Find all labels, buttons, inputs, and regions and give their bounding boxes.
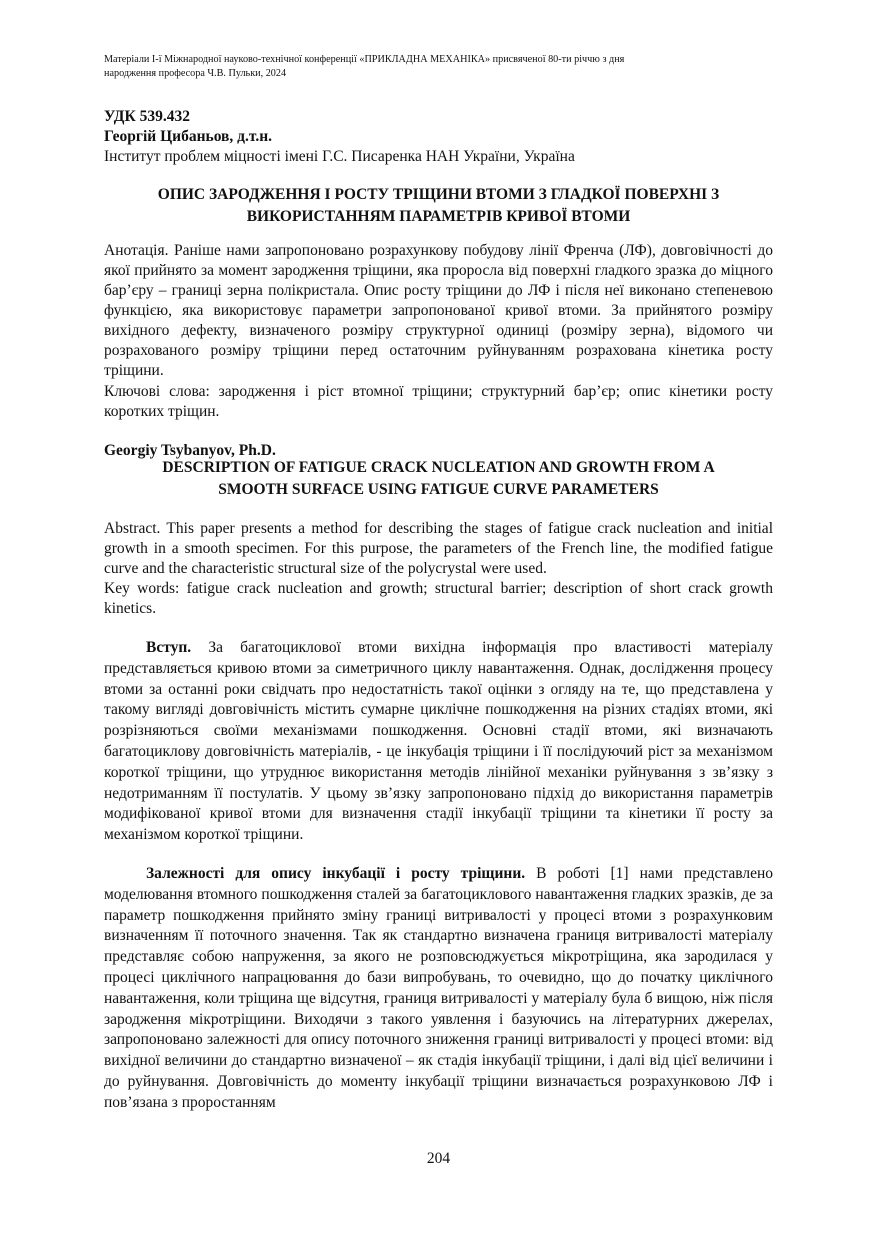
title-en-line-2: SMOOTH SURFACE USING FATIGUE CURVE PARAMETERS xyxy=(218,481,659,498)
dependencies-heading: Залежності для опису інкубації і росту тріщини. xyxy=(146,865,526,882)
author-ua: Георгій Цибаньов, д.т.н. xyxy=(104,128,273,145)
institute: Інститут проблем міцності імені Г.С. Писаренка НАН України, Україна xyxy=(104,148,575,165)
title-en-line-1: DESCRIPTION OF FATIGUE CRACK NUCLEATION AND GROWTH FROM A xyxy=(162,459,715,476)
page-number: 204 xyxy=(426,1150,451,1167)
keywords-ua: Ключові слова: зародження і ріст втомної тріщини; структурний бар’єр; опис кінетики росту коротких тріщин. xyxy=(104,383,773,420)
title-ua-line-1: ОПИС ЗАРОДЖЕННЯ І РОСТУ ТРІЩИНИ ВТОМИ З ГЛАДКОЇ ПОВЕРХНІ З xyxy=(157,186,720,203)
intro-text: За багатоциклової втоми вихідна інформація про властивості матеріалу представляється кривою втоми за симетричного циклу навантаження. Однак, дослідження процесу втоми за останні роки свідчать про недостатність такої оцінки з огляду на те, що представлена у такому вигляді довговічність містить сумарне циклічне пошкодження на різних стадіях втоми, які розрізняються своїми механізмами пошкодження. Основні стадії втоми, які визначають багатоциклову довговічність матеріалів, - це інкубація тріщини і її послідуючий ріст за механізмом короткої тріщини, що утруднює використання методів лінійної механіки руйнування з зв’язку з недотриманням її постулатів. У цьому зв’язку запропоновано підхід до використання параметрів модифікованої кривої втоми для визначення стадії інкубації тріщини та кінетики її росту за механізмом короткої тріщини. xyxy=(104,639,773,844)
dependencies-paragraph xyxy=(104,864,773,1114)
title-ua-line-2: ВИКОРИСТАННЯМ ПАРАМЕТРІВ КРИВОЇ ВТОМИ xyxy=(246,208,631,225)
conference-header xyxy=(104,53,773,81)
keywords-en: Key words: fatigue crack nucleation and growth; structural barrier; description of short crack growth kinetics. xyxy=(104,580,773,617)
author-en: Georgiy Tsybanyov, Ph.D. xyxy=(104,442,276,459)
annotation-ua: Анотація. Раніше нами запропоновано розрахункову побудову лінії Френча (ЛФ), довговічності до якої прийнято за момент зародження тріщини, яка проросла від поверхні гладкого зразка до міцного бар’єру – границі зерна полікристала. Опис росту тріщини до ЛФ і після неї виконано степеневою функцією, яка використовує параметри запропонованої кривої втоми. За прийнятого розміру вихідного дефекту, визначеного розміру структурної одиниці (розміру зерна), відомого чи розрахованого розміру тріщини перед остаточним руйнуванням розрахована кінетика росту тріщини. xyxy=(104,242,773,379)
header-line-2: народження професора Ч.В. Пульки, 2024 xyxy=(104,68,287,79)
udk-code: УДК 539.432 xyxy=(104,108,190,125)
intro-heading: Вступ. xyxy=(146,639,192,656)
dependencies-text: В роботі [1] нами представлено моделювання втомного пошкодження сталей за багатоциклового навантаження гладких зразків, де за параметр пошкодження прийнято зміну границі витривалості у процесі втоми з розрахунковим визначенням її поточного значення. Так як стандартно визначена границя витривалості матеріалу представляє собою напруження, за якого не розповсюджується мікротріщина, яка зародилася у процесі циклічного напрацювання до бази випробувань, то очевидно, що до початку циклічного навантаження, коли тріщина ще відсутня, границя витривалості у матеріалу була б вищою, ніж після зародження мікротріщини. Виходячи з такого уявлення і базуючись на літературних джерелах, запропоновано залежності для опису поточного зниження границі витривалості у процесі втоми: від вихідної величини до стандартно визначеної – як стадія інкубації тріщини, і далі від цієї величини і до руйнування. Довговічність до моменту інкубації тріщини визначається розрахунковою ЛФ і пов’язана з проростанням xyxy=(104,865,774,1111)
title-en xyxy=(104,457,773,501)
title-ua xyxy=(104,184,773,228)
intro-paragraph xyxy=(104,638,773,846)
abstract-en: Abstract. This paper presents a method for describing the stages of fatigue crack nucleation and initial growth in a smooth specimen. For this purpose, the parameters of the French line, the modified fatigue curve and the characteristic structural size of the polycrystal were used. xyxy=(104,520,773,577)
header-line-1: Матеріали І-ї Міжнародної науково-технічної конференції «ПРИКЛАДНА МЕХАНІКА» присвяченої 80-ти річчю з дня xyxy=(104,54,625,65)
